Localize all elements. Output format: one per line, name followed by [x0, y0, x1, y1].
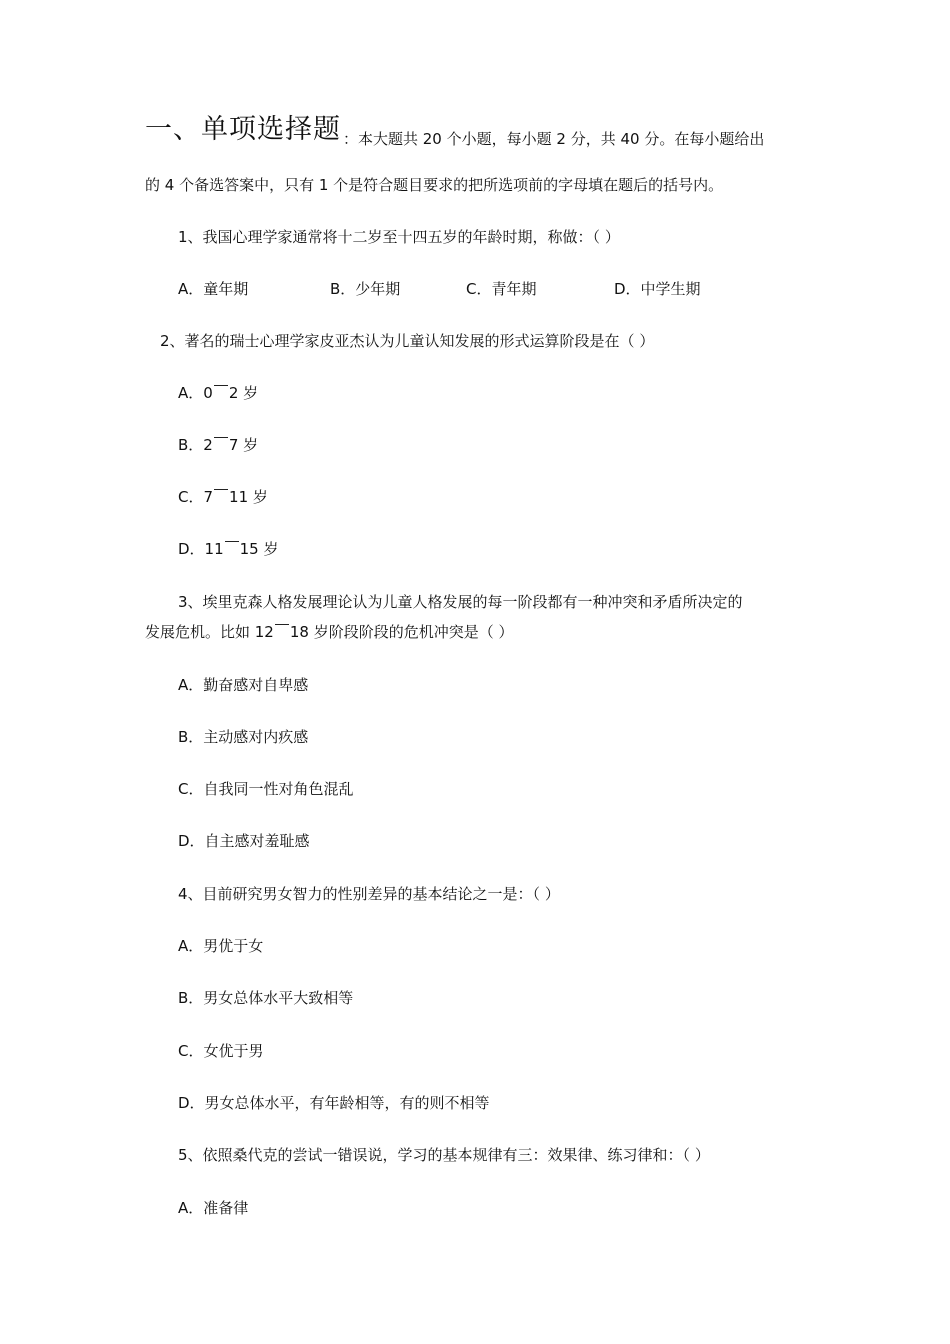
- question-5-option-a: A．准备律: [178, 1199, 249, 1217]
- question-2-option-d: D．11 15 岁: [178, 540, 279, 558]
- question-4-option-d: D．男女总体水平，有年龄相等，有的则不相等: [178, 1094, 490, 1112]
- question-2-option-c: C．7 11 岁: [178, 488, 268, 506]
- question-3-option-d: D．自主感对羞耻感: [178, 832, 310, 850]
- range-dash: [224, 539, 240, 559]
- section-intro-line1: ：本大题共 20 个小题，每小题 2 分，共 40 分。在每小题给出: [343, 130, 765, 148]
- question-1-option-c: C．青年期: [466, 280, 537, 298]
- question-3-option-c: C．自我同一性对角色混乱: [178, 780, 354, 798]
- question-3-stem-line2: 发展危机。比如 12 18 岁阶段阶段的危机冲突是（ ）: [145, 623, 514, 641]
- question-1-option-d: D．中学生期: [614, 280, 701, 298]
- range-dash: [213, 383, 229, 403]
- section-header: [145, 112, 764, 148]
- question-1-stem: 1、我国心理学家通常将十二岁至十四五岁的年龄时期，称做：（ ）: [178, 228, 620, 246]
- section-intro-line2: 的 4 个备选答案中，只有 1 个是符合题目要求的把所选项前的字母填在题后的括号内。: [145, 176, 724, 194]
- question-1-option-b: B．少年期: [330, 280, 401, 298]
- question-3-option-b: B．主动感对内疚感: [178, 728, 309, 746]
- question-4-option-a: A．男优于女: [178, 937, 264, 955]
- range-dash: [274, 622, 290, 642]
- question-1-option-a: A．童年期: [178, 280, 249, 298]
- question-2-option-b: B．2 7 岁: [178, 436, 259, 454]
- question-4-option-b: B．男女总体水平大致相等: [178, 989, 354, 1007]
- question-3-stem-line1: 3、埃里克森人格发展理论认为儿童人格发展的每一阶段都有一种冲突和矛盾所决定的: [178, 593, 743, 611]
- section-title: 一、单项选择题: [145, 114, 341, 145]
- question-2-stem: 2、著名的瑞士心理学家皮亚杰认为儿童认知发展的形式运算阶段是在（ ）: [160, 332, 655, 350]
- range-dash: [213, 487, 229, 507]
- question-4-option-c: C．女优于男: [178, 1042, 264, 1060]
- question-4-stem: 4、目前研究男女智力的性别差异的基本结论之一是：（ ）: [178, 885, 560, 903]
- question-5-stem: 5、依照桑代克的尝试一错误说，学习的基本规律有三：效果律、练习律和：（ ）: [178, 1146, 710, 1164]
- range-dash: [213, 435, 229, 455]
- question-2-option-a: A．0 2 岁: [178, 384, 259, 402]
- question-3-option-a: A．勤奋感对自卑感: [178, 676, 309, 694]
